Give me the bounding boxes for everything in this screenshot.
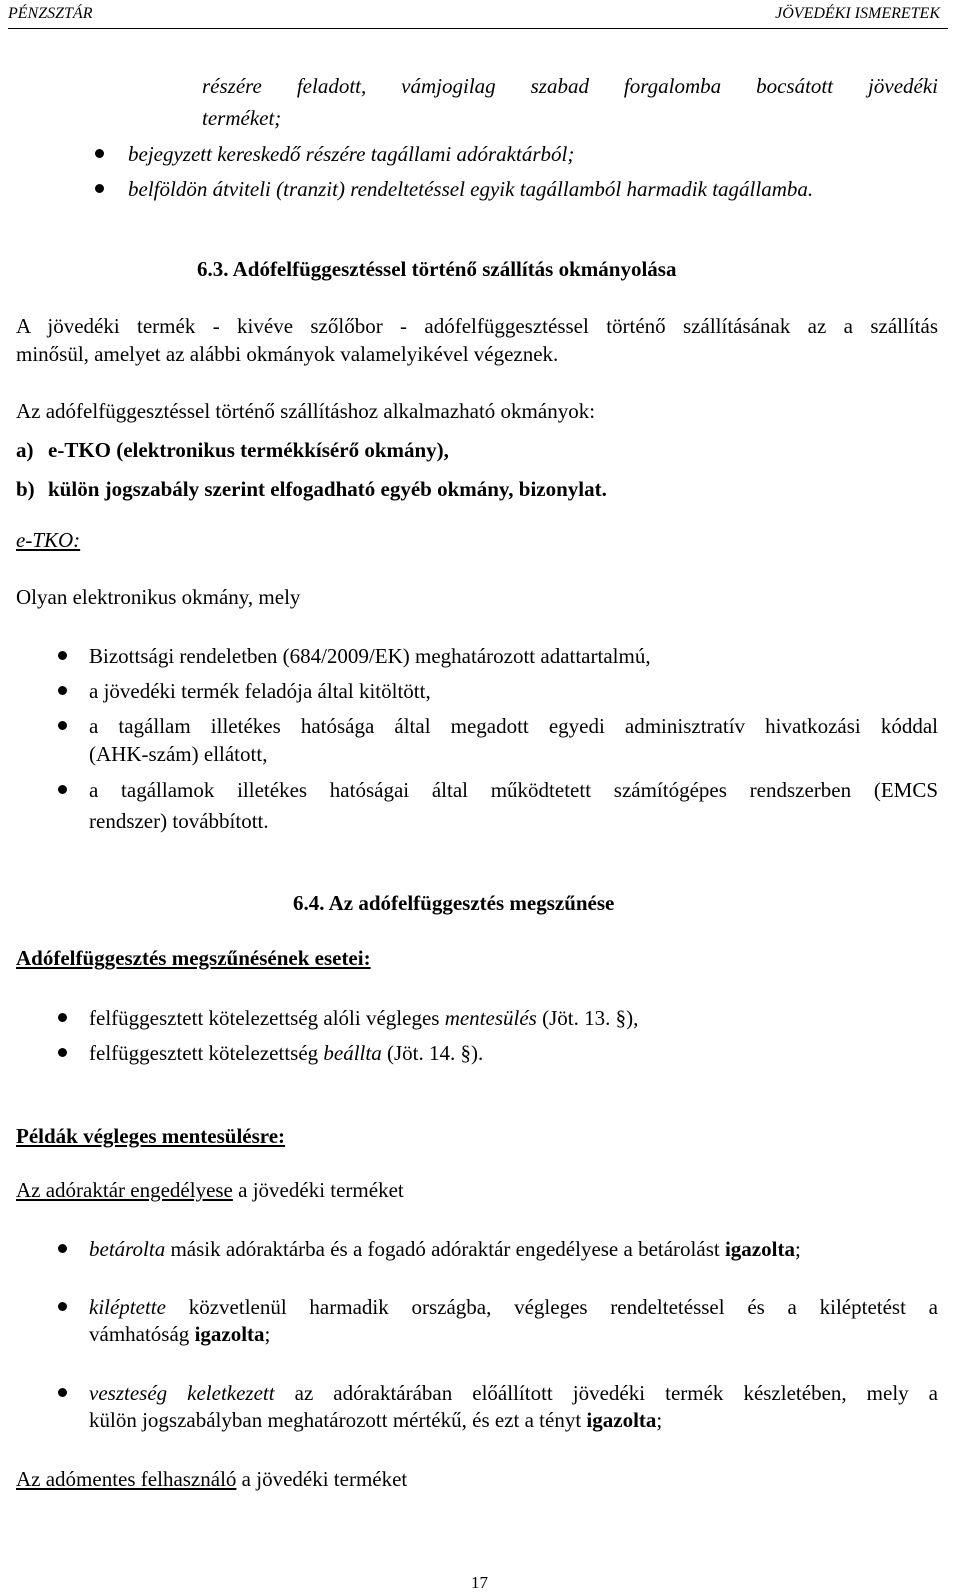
section-number: 6.4. — [293, 891, 325, 915]
bullet-icon — [95, 184, 104, 193]
cont-line-1: részére feladott, vámjogilag szabad forgalomba bocsátott jövedéki — [202, 74, 938, 98]
section-title: Az adófelfüggesztés megszűnése — [328, 891, 615, 915]
etko-label: e-TKO: — [16, 528, 81, 552]
header-right: JÖVEDÉKI ISMERETEK — [775, 5, 940, 22]
bullet-top-2: belföldön átviteli (tranzit) rendeltetéssel egyik tagállamból harmadik tagállamba. — [128, 177, 814, 201]
examples-heading: Példák végleges mentesülésre: — [16, 1124, 286, 1148]
header-divider — [8, 28, 948, 29]
etko-intro: Olyan elektronikus okmány, mely — [16, 585, 301, 609]
example-3-line-1: veszteség keletkezett az adóraktárában előállított jövedéki termék készletében, mely a — [89, 1381, 939, 1405]
etko-bullet-2: a jövedéki termék feladója által kitöltött, — [89, 679, 431, 703]
case-1: felfüggesztett kötelezettség alóli végleges mentesülés (Jöt. 13. §), — [89, 1006, 639, 1030]
example-1: betárolta másik adóraktárba és a fogadó adóraktár engedélyese a betárolást igazolta; — [89, 1237, 801, 1261]
section-number: 6.3. — [197, 257, 229, 281]
etko-bullet-4-line-2: rendszer) továbbított. — [89, 809, 269, 833]
bullet-icon — [58, 785, 67, 794]
bullet-icon — [58, 721, 67, 730]
bullet-top-1: bejegyzett kereskedő részére tagállami adóraktárból; — [128, 142, 575, 166]
para1-line-1: A jövedéki termék - kivéve szőlőbor - adófelfüggesztéssel történő szállításának az a szállítás — [16, 314, 938, 338]
header-left: PÉNZSZTÁR — [8, 5, 93, 22]
etko-bullet-3-line-1: a tagállam illetékes hatósága által megadott egyedi adminisztratív hivatkozási kóddal — [89, 714, 938, 738]
bullet-icon — [58, 1244, 67, 1253]
section-title: Adófelfüggesztéssel történő szállítás okmányolása — [232, 257, 677, 281]
bullet-icon — [58, 686, 67, 695]
bullet-icon — [58, 1048, 67, 1057]
section-6-4-heading — [293, 890, 614, 916]
page-number: 17 — [471, 1573, 488, 1592]
list-marker-b: b) — [16, 477, 35, 501]
bullet-icon — [58, 651, 67, 660]
bullet-icon — [58, 1302, 67, 1311]
para2: Az adófelfüggesztéssel történő szállításhoz alkalmazható okmányok: — [16, 399, 596, 423]
bullet-icon — [58, 1013, 67, 1022]
warehouse-line: Az adóraktár engedélyese a jövedéki terméket — [16, 1178, 404, 1202]
case-2: felfüggesztett kötelezettség beállta (Jöt. 14. §). — [89, 1041, 484, 1065]
bullet-icon — [58, 1388, 67, 1397]
exempt-user-line: Az adómentes felhasználó a jövedéki terméket — [16, 1467, 408, 1491]
list-item-a: e-TKO (elektronikus termékkísérő okmány), — [48, 438, 449, 462]
etko-bullet-1: Bizottsági rendeletben (684/2009/EK) meghatározott adattartalmú, — [89, 644, 651, 668]
list-marker-a: a) — [16, 438, 34, 462]
bullet-icon — [95, 149, 104, 158]
etko-bullet-3-line-2: (AHK-szám) ellátott, — [89, 742, 268, 766]
para1-line-2: minősül, amelyet az alábbi okmányok valamelyikével végeznek. — [16, 342, 559, 366]
example-2-line-2: vámhatóság igazolta; — [89, 1322, 271, 1346]
cont-line-2: terméket; — [202, 106, 282, 130]
example-2-line-1: kiléptette közvetlenül harmadik országba, végleges rendeltetéssel és a kiléptetést a — [89, 1295, 938, 1319]
cases-heading: Adófelfüggesztés megszűnésének esetei: — [16, 946, 371, 970]
section-6-3-heading — [197, 256, 676, 282]
etko-bullet-4-line-1: a tagállamok illetékes hatóságai által működtetett számítógépes rendszerben (EMCS — [89, 778, 938, 802]
example-3-line-2: külön jogszabályban meghatározott mértékű, és ezt a tényt igazolta; — [89, 1408, 663, 1432]
list-item-b: külön jogszabály szerint elfogadható egyéb okmány, bizonylat. — [48, 477, 607, 501]
